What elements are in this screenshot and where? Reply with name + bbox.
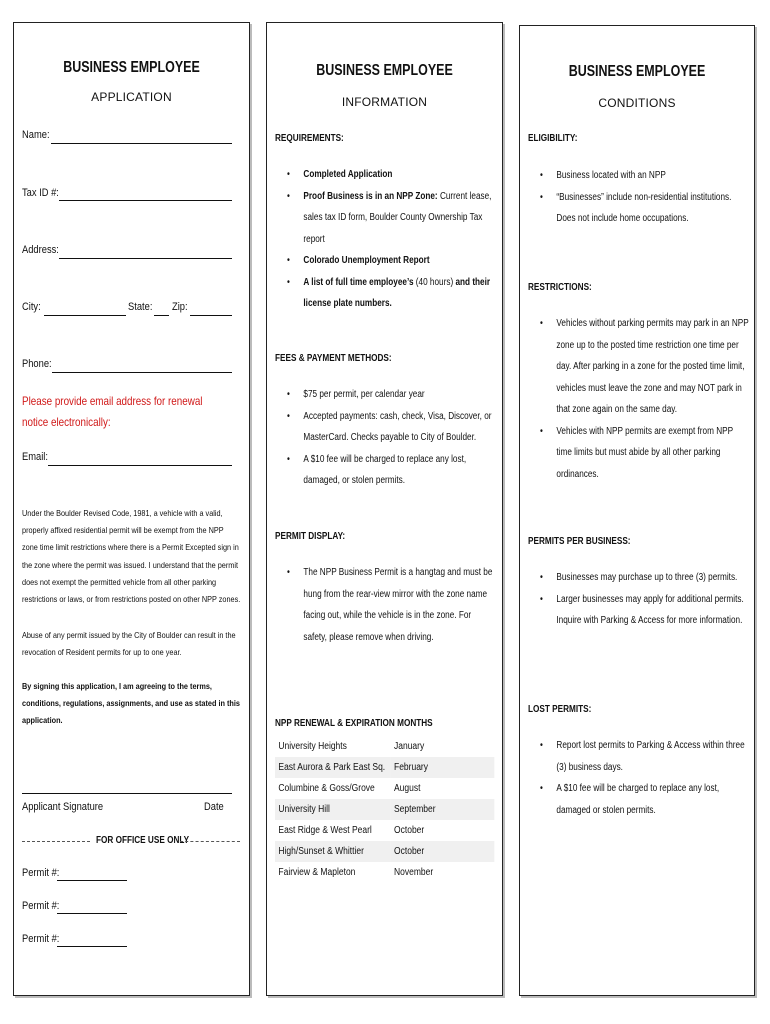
renewal-month: October: [394, 825, 425, 836]
display-item: • The NPP Business Permit is a hangtag and must be hung from the rear-view mirror with the zone name facing out, while the vehicle is in the zone. For safety, please remove when driving.: [287, 562, 496, 648]
lost-item: • Report lost permits to Parking & Access within three (3) business days.: [540, 735, 749, 778]
renewal-area: High/Sunset & Whittier: [275, 841, 391, 862]
address-label: Address:: [22, 244, 59, 256]
state-field[interactable]: [154, 315, 169, 316]
renewal-month: September: [391, 799, 495, 820]
lost-item: • A $10 fee will be charged to replace any lost, damaged or stolen permits.: [540, 778, 749, 821]
fees-item: • A $10 fee will be charged to replace any lost, damaged, or stolen permits.: [287, 449, 496, 492]
conditions-panel: [519, 25, 755, 996]
permit-field-2[interactable]: [57, 913, 127, 914]
requirements-list: [287, 164, 496, 315]
address-field[interactable]: [59, 258, 232, 259]
information-panel: [266, 22, 503, 996]
application-panel: [13, 22, 250, 996]
renewal-month: August: [394, 783, 421, 794]
signature-label: Applicant Signature: [22, 801, 104, 813]
permits-item: • Larger businesses may apply for additional permits. Inquire with Parking & Access for more information.: [540, 589, 749, 632]
permit-label-3: Permit #:: [22, 933, 60, 945]
fees-item: • Accepted payments: cash, check, Visa, Discover, or MasterCard. Checks payable to City of Boulder.: [287, 406, 496, 449]
name-label: Name:: [22, 129, 50, 141]
legal-text: Under the Boulder Revised Code, 1981, a vehicle with a valid, properly affixed residential permit will be exempt from the NPP zone time limit restrictions where there is a Permit Excepted sign in the zone where the permit was issued. I understand that the permit does not exempt the permitted vehicle from all other parking restrictions or laws, or from restrictions posted on other NPP zones.: [22, 508, 241, 605]
phone-field[interactable]: [52, 372, 232, 373]
renewal-table: [275, 736, 494, 883]
renewal-area: Columbine & Goss/Grove: [278, 783, 375, 794]
renewal-area: East Aurora & Park East Sq.: [275, 757, 391, 778]
renewal-area: University Hill: [275, 799, 391, 820]
requirement-item: • A list of full time employee’s (40 hours) and their license plate numbers.: [287, 272, 496, 315]
renewal-month: February: [391, 757, 495, 778]
abuse-text: Abuse of any permit issued by the City of Boulder can result in the revocation of Resident permits for up to one year.: [22, 630, 236, 658]
office-use-divider: [22, 833, 240, 849]
email-label: Email:: [22, 451, 48, 463]
email-field[interactable]: [48, 465, 232, 466]
information-title: BUSINESS EMPLOYEE: [316, 62, 453, 79]
application-subtitle: APPLICATION: [91, 90, 172, 104]
renewal-row: [275, 778, 494, 799]
restrictions-heading: RESTRICTIONS:: [528, 282, 592, 293]
name-field[interactable]: [51, 143, 232, 144]
fees-heading: FEES & PAYMENT METHODS:: [275, 353, 392, 364]
zip-label: Zip:: [172, 301, 188, 313]
permit-label-1: Permit #:: [22, 867, 60, 879]
signing-text: By signing this application, I am agreeing to the terms, conditions, regulations, assignments, and use as stated in this application.: [22, 681, 240, 726]
city-label: City:: [22, 301, 41, 313]
requirement-item: • Colorado Unemployment Report: [287, 250, 496, 272]
conditions-title: BUSINESS EMPLOYEE: [568, 63, 706, 80]
office-use-dash-left: [22, 841, 90, 842]
permit-field-3[interactable]: [57, 946, 127, 947]
renewal-row: [275, 757, 494, 778]
renewal-month: November: [394, 867, 434, 878]
permits-item: • Businesses may purchase up to three (3) permits.: [540, 567, 749, 589]
fees-list: [287, 384, 496, 492]
restrictions-list: [540, 313, 749, 485]
renewal-row: [275, 799, 494, 820]
display-list: [287, 562, 496, 648]
renewal-month: January: [394, 741, 425, 752]
city-field[interactable]: [44, 315, 126, 316]
application-title: BUSINESS EMPLOYEE: [63, 59, 200, 76]
information-subtitle: INFORMATION: [341, 95, 428, 109]
eligibility-item: • Business located with an NPP: [540, 165, 749, 187]
renewal-table-wrap: [275, 736, 462, 883]
office-use-dash-right: [180, 841, 240, 842]
requirement-item: • Proof Business is in an NPP Zone: Current lease, sales tax ID form, Boulder County Ownership Tax report: [287, 186, 496, 251]
signature-line[interactable]: [22, 793, 232, 794]
renewal-area: East Ridge & West Pearl: [278, 825, 372, 836]
requirements-heading: REQUIREMENTS:: [275, 133, 344, 144]
eligibility-list: [540, 165, 749, 230]
fees-item: • $75 per permit, per calendar year: [287, 384, 496, 406]
restrictions-item: • Vehicles with NPP permits are exempt from NPP time limits but must abide by all other parking ordinances.: [540, 421, 749, 486]
lost-heading: LOST PERMITS:: [528, 704, 592, 715]
renewal-area: University Heights: [278, 741, 347, 752]
display-heading: PERMIT DISPLAY:: [275, 531, 346, 542]
renewal-row: [275, 736, 494, 757]
permits-heading: PERMITS PER BUSINESS:: [528, 536, 631, 547]
renewal-month: October: [391, 841, 495, 862]
eligibility-item: • “Businesses” include non-residential institutions. Does not include home occupations.: [540, 187, 749, 230]
eligibility-heading: ELIGIBILITY:: [528, 133, 578, 144]
renewal-row: [275, 862, 494, 883]
taxid-field[interactable]: [59, 200, 232, 201]
permit-label-2: Permit #:: [22, 900, 60, 912]
state-label: State:: [128, 301, 153, 313]
conditions-subtitle: CONDITIONS: [598, 96, 676, 110]
date-label: Date: [204, 801, 224, 813]
renewal-area: Fairview & Mapleton: [278, 867, 356, 878]
requirement-item: • Completed Application: [287, 164, 496, 186]
phone-label: Phone:: [22, 358, 52, 370]
office-use-label: FOR OFFICE USE ONLY: [96, 835, 190, 846]
lost-list: [540, 735, 749, 821]
renewal-row: [275, 820, 494, 841]
email-notice: Please provide email address for renewal notice electronically:: [22, 394, 203, 429]
renewal-row: [275, 841, 494, 862]
renewal-heading: NPP RENEWAL & EXPIRATION MONTHS: [275, 718, 433, 729]
taxid-label: Tax ID #:: [22, 187, 59, 199]
zip-field[interactable]: [190, 315, 232, 316]
restrictions-item: • Vehicles without parking permits may park in an NPP zone up to the posted time restriction one time per day. After parking in a zone for the posted time limit, vehicles must leave the zone and may NOT park in that zone again on the same day.: [540, 313, 749, 421]
permits-list: [540, 567, 749, 632]
permit-field-1[interactable]: [57, 880, 127, 881]
